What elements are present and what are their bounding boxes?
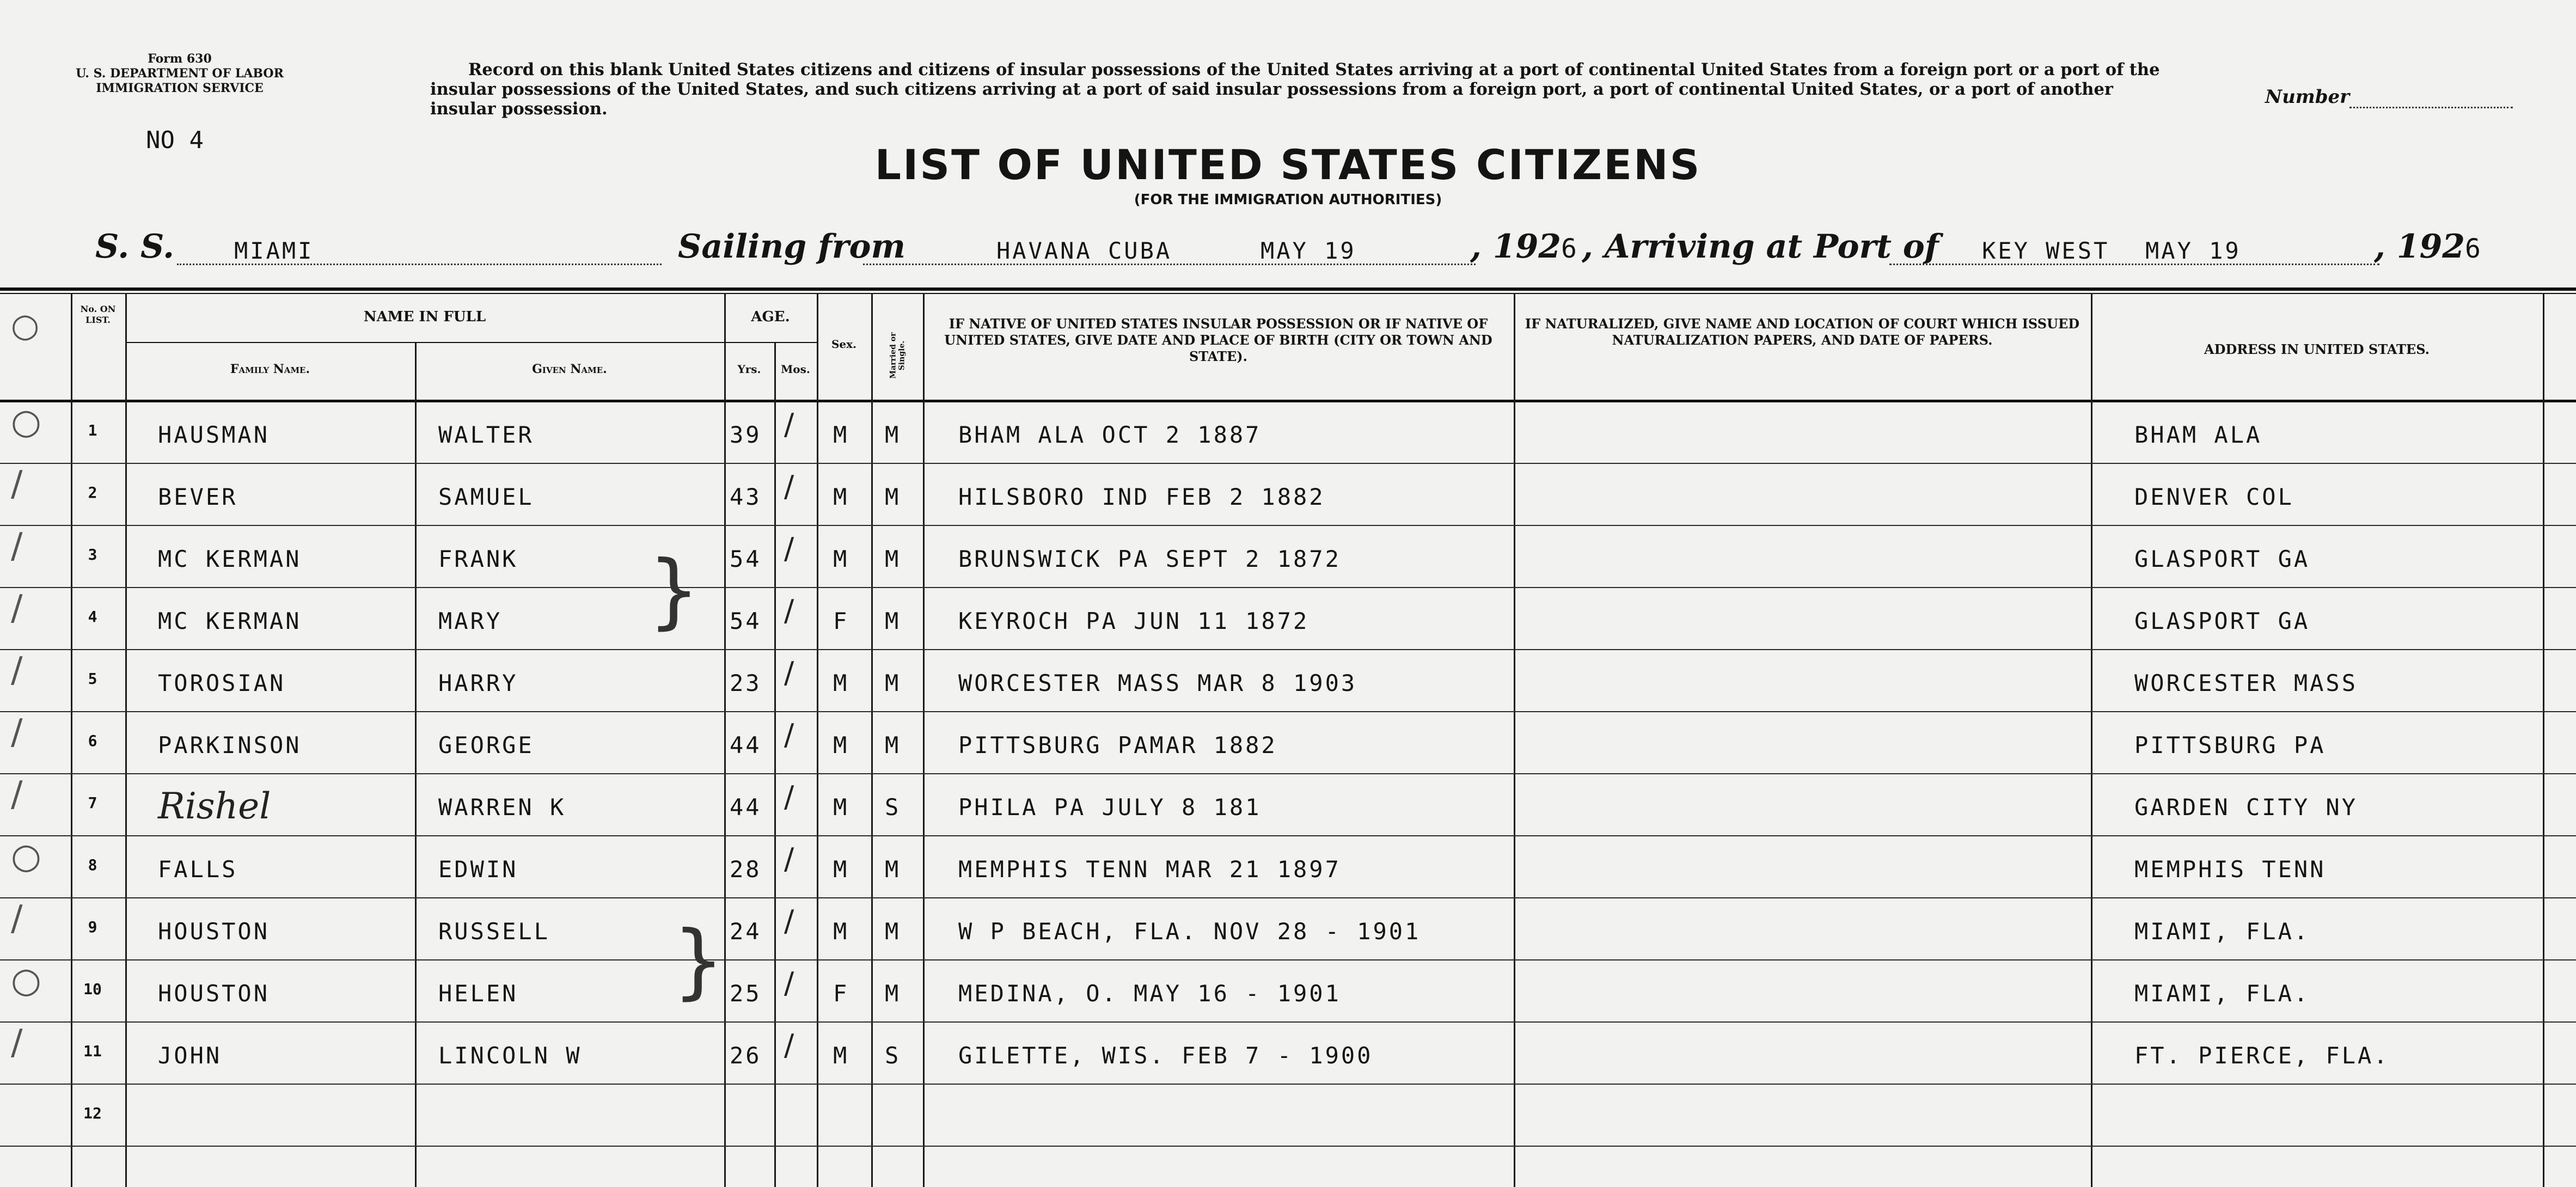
header-birth: IF NATIVE OF UNITED STATES INSULAR POSSESSION OR IF NATIVE OF UNITED STATES, GIVE DATE AND PLACE OF BIRTH (CITY OR TOWN AND STATE). [944,316,1492,364]
sex[interactable]: M [833,1042,849,1069]
age-years[interactable]: 25 [730,980,762,1007]
ship-name[interactable]: MIAMI [234,237,314,264]
arriving-date[interactable]: MAY 19 [2145,237,2241,264]
birth-info[interactable]: MEMPHIS TENN MAR 21 1897 [958,856,1341,883]
header-yrs: Yrs. [737,363,761,376]
header-name-in-full: NAME IN FULL [363,309,486,325]
page-subtitle: (FOR THE IMMIGRATION AUTHORITIES) [1134,192,1442,208]
table-top-rule-thin [0,293,2576,294]
family-name[interactable]: HOUSTON [158,980,270,1007]
check-mark-icon: / [784,780,794,814]
sex[interactable]: F [833,608,849,634]
birth-info[interactable]: GILETTE, WIS. FEB 7 - 1900 [958,1042,1373,1069]
marital-status[interactable]: M [885,546,901,572]
marital-status[interactable]: S [885,794,901,821]
age-years[interactable]: 24 [730,918,762,945]
instructions: Record on this blank United States citizens and citizens of insular possessions of the United States arriving at a port of continental United States from a foreign port or a port of the insular possessions of the United States, and such citizens arriving at a port of said insular possessions from a foreign port, a port of continental United States, or a port of another insular possession. [430,60,2160,119]
sex[interactable]: M [833,856,849,883]
tick-mark-icon: / [11,898,23,939]
sex[interactable]: M [833,918,849,945]
header-family-name: Family Name. [230,362,310,376]
given-name[interactable]: HARRY [438,670,518,696]
marital-status[interactable]: S [885,1042,901,1069]
row-number[interactable]: 11 [83,1042,102,1060]
sex[interactable]: M [833,670,849,696]
arriving-field-line [1889,264,2379,265]
header-age: AGE. [751,309,790,325]
row-number[interactable]: 1 [88,421,97,439]
birth-info[interactable]: BRUNSWICK PA SEPT 2 1872 [958,546,1341,572]
arriving-port[interactable]: KEY WEST [1982,237,2110,264]
table-row [0,526,2576,588]
tick-mark-icon: / [11,588,23,628]
check-mark-icon: / [784,531,794,566]
row-number[interactable]: 10 [83,980,102,998]
marital-status[interactable]: M [885,421,901,448]
given-name[interactable]: HELEN [438,980,518,1007]
age-subheader-rule [724,342,817,343]
bracket-mark-icon: } [648,543,700,638]
circle-mark-icon: ○ [11,402,41,442]
marital-status[interactable]: M [885,980,901,1007]
given-name[interactable]: SAMUEL [438,484,534,510]
age-years[interactable]: 23 [730,670,762,696]
tick-mark-icon: / [11,1023,23,1063]
birth-info[interactable]: MEDINA, O. MAY 16 - 1901 [958,980,1341,1007]
marital-status[interactable]: M [885,670,901,696]
check-mark-icon: / [784,469,794,504]
family-name[interactable]: TOROSIAN [158,670,286,696]
row-number[interactable]: 4 [88,608,97,626]
header-no-on-list: No. ON LIST. [80,304,116,325]
marital-status[interactable]: M [885,918,901,945]
check-mark-icon: / [784,904,794,938]
number-label: Number [2265,86,2350,108]
page-title: LIST OF UNITED STATES CITIZENS [874,140,1702,189]
header-address: ADDRESS IN UNITED STATES. [2204,341,2430,357]
header-naturalized: IF NATURALIZED, GIVE NAME AND LOCATION OF COURT WHICH ISSUED NATURALIZATION PAPERS, AND DATE OF PAPERS. [1525,316,2080,348]
given-name[interactable]: MARY [438,608,503,634]
table-row [0,1085,2576,1147]
family-name[interactable]: MC KERMAN [158,546,302,572]
table-row [0,402,2576,464]
form-number: Form 630 [148,52,212,66]
table-row [0,898,2576,960]
check-mark-icon: / [784,842,794,876]
header-married-or-single: Married or Single. [889,332,907,379]
row-number[interactable]: 9 [88,918,97,936]
row-number[interactable]: 6 [88,732,97,750]
birth-info[interactable]: HILSBORO IND FEB 2 1882 [958,484,1325,510]
table-top-rule [0,287,2576,291]
birth-info[interactable]: KEYROCH PA JUN 11 1872 [958,608,1310,634]
check-mark-icon: / [784,1028,794,1062]
header-given-name: Given Name. [532,362,607,376]
family-name[interactable]: HOUSTON [158,918,270,945]
birth-info[interactable]: W P BEACH, FLA. NOV 28 - 1901 [958,918,1421,945]
table-row [0,650,2576,712]
given-name[interactable]: WARREN K [438,794,566,821]
number-field[interactable] [2349,107,2513,108]
list-number: NO 4 [146,126,204,154]
given-name[interactable]: FRANK [438,546,518,572]
given-name[interactable]: RUSSELL [438,918,550,945]
sailing-from[interactable]: HAVANA CUBA [996,237,1172,264]
row-rule [0,1146,2576,1147]
given-name[interactable]: WALTER [438,421,534,448]
passenger-table [0,287,2576,1187]
address[interactable]: GLASPORT GA [2134,608,2310,634]
family-name[interactable]: JOHN [158,1042,222,1069]
row-number[interactable]: 5 [88,670,97,688]
table-row [0,464,2576,526]
birth-info[interactable]: PHILA PA JULY 8 181 [958,794,1262,821]
age-years[interactable]: 43 [730,484,762,510]
age-years[interactable]: 26 [730,1042,762,1069]
bracket-mark-icon: } [672,914,725,1008]
sailing-label: Sailing from [678,228,905,266]
marital-status[interactable]: M [885,484,901,510]
table-row [0,960,2576,1023]
birth-info[interactable]: WORCESTER MASS MAR 8 1903 [958,670,1357,696]
check-mark-icon: / [784,407,794,442]
table-row [0,774,2576,836]
marital-status[interactable]: M [885,732,901,758]
tick-mark-icon: / [11,774,23,815]
address[interactable]: GARDEN CITY NY [2134,794,2358,821]
sex[interactable]: M [833,484,849,510]
age-years[interactable]: 54 [730,546,762,572]
age-years[interactable]: 44 [730,732,762,758]
family-name[interactable]: HAUSMAN [158,421,270,448]
header-mos: Mos. [781,363,810,376]
tick-mark-icon: / [11,464,23,504]
row-number[interactable]: 2 [88,484,97,501]
sex[interactable]: M [833,421,849,448]
table-row [0,712,2576,774]
tick-mark-icon: / [11,526,23,566]
row-number[interactable]: 3 [88,546,97,564]
family-name[interactable]: PARKINSON [158,732,302,758]
address[interactable]: PITTSBURG PA [2134,732,2326,758]
age-years[interactable]: 44 [730,794,762,821]
table-row [0,1023,2576,1085]
row-number[interactable]: 12 [83,1104,102,1122]
circle-mark-icon: ○ [11,836,41,877]
arriving-label: , Arriving at Port of [1582,228,1939,266]
service: IMMIGRATION SERVICE [96,81,264,95]
address[interactable]: MIAMI, FLA. [2134,918,2310,945]
address[interactable]: WORCESTER MASS [2134,670,2358,696]
tick-mark-icon: / [11,650,23,690]
age-years[interactable]: 39 [730,421,762,448]
family-name[interactable]: BEVER [158,484,238,510]
check-mark-icon: / [784,966,794,1000]
name-subheader-rule [125,342,724,343]
row-number[interactable]: 7 [88,794,97,812]
marital-status[interactable]: M [885,608,901,634]
address[interactable]: DENVER COL [2134,484,2294,510]
year-1 [1470,228,1577,266]
form-info [33,52,327,96]
family-name[interactable]: Rishel [158,785,271,827]
address[interactable]: FT. PIERCE, FLA. [2134,1042,2390,1069]
age-years[interactable]: 54 [730,608,762,634]
sex[interactable]: M [833,546,849,572]
circle-mark-icon: ○ [11,960,41,1001]
tick-mark-icon: / [11,712,23,752]
address[interactable]: MIAMI, FLA. [2134,980,2310,1007]
given-name[interactable]: EDWIN [438,856,518,883]
table-row [0,588,2576,650]
birth-info[interactable]: PITTSBURG PAMAR 1882 [958,732,1277,758]
table-row [0,836,2576,898]
ss-label: S. S. [95,228,175,266]
row-number[interactable]: 8 [88,856,97,874]
check-mark-icon: / [784,594,794,628]
year-prefix-2: , 192 [2374,228,2465,266]
address[interactable]: BHAM ALA [2134,421,2262,448]
sailing-date[interactable]: MAY 19 [1261,237,1356,264]
sex[interactable]: M [833,794,849,821]
sex[interactable]: F [833,980,849,1007]
age-years[interactable]: 28 [730,856,762,883]
header-sex: Sex. [831,338,857,351]
check-mark-icon: / [784,718,794,752]
given-name[interactable]: GEORGE [438,732,534,758]
check-mark-icon: / [784,656,794,690]
marital-status[interactable]: M [885,856,901,883]
year-suffix-1[interactable]: 6 [1561,234,1577,264]
birth-info[interactable]: BHAM ALA OCT 2 1887 [958,421,1262,448]
year-prefix-1: , 192 [1470,228,1562,266]
year-2 [2374,228,2481,266]
year-suffix-2[interactable]: 6 [2465,234,2481,264]
address[interactable]: MEMPHIS TENN [2134,856,2326,883]
given-name[interactable]: LINCOLN W [438,1042,582,1069]
family-name[interactable]: FALLS [158,856,238,883]
department: U. S. DEPARTMENT OF LABOR [76,66,284,81]
circle-mark-icon: ○ [11,307,40,345]
sex[interactable]: M [833,732,849,758]
address[interactable]: GLASPORT GA [2134,546,2310,572]
family-name[interactable]: MC KERMAN [158,608,302,634]
